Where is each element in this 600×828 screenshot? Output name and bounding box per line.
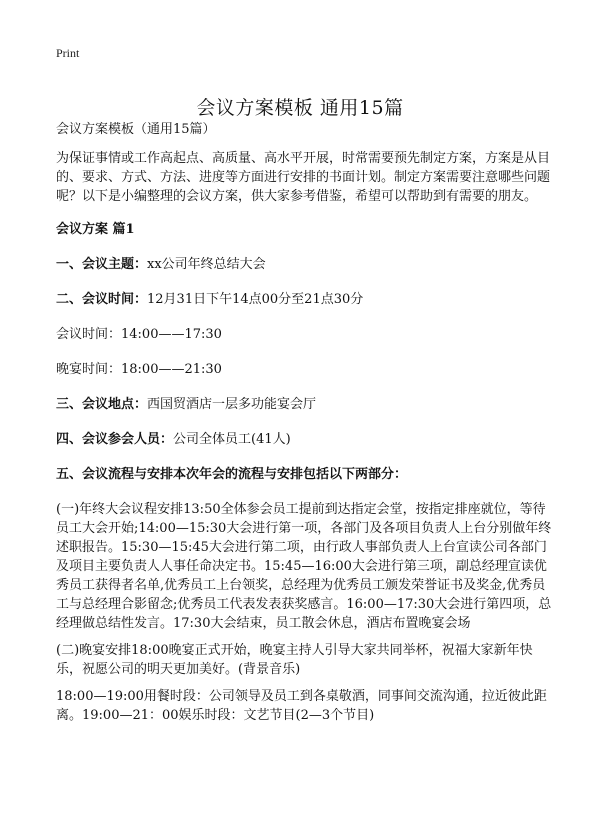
meeting-location-value: 西国贸酒店一层多功能宴会厅: [147, 397, 317, 412]
subtitle: 会议方案模板（通用15篇）: [56, 122, 216, 137]
dinner-paragraph: (二)晚宴安排18:00晚宴正式开始，晚宴主持人引导大家共同举杯，祝福大家新年快乐，祝愿公司的明天更加美好。(背景音乐): [56, 643, 533, 677]
schedule-paragraph: 18:00—19:00用餐时段：公司领导及员工到各桌敬酒，同事间交流沟通，拉近彼此距离。19:00—21：00娱乐时段：文艺节目(2—3个节目): [56, 689, 547, 723]
meeting-time-label: 二、会议时间：: [56, 292, 148, 307]
meeting-attendees-value: 公司全体员工(41人): [173, 432, 291, 447]
meeting-location: [56, 395, 554, 414]
intro-paragraph: 为保证事情或工作高起点、高质量、高水平开展，时常需要预先制定方案，方案是从目的、要求、方式、方法、进度等方面进行安排的书面计划。制定方案需要注意哪些问题呢？以下是小编整理的会议方案，供大家参考借鉴，希望可以帮助到有需要的朋友。: [56, 151, 551, 204]
print-label[interactable]: Print: [56, 46, 80, 60]
meeting-attendees-label: 四、会议参会人员：: [56, 432, 174, 447]
dinner-time: 晚宴时间：18:00——21:30: [56, 362, 222, 377]
meeting-location-label: 三、会议地点：: [56, 397, 148, 412]
section-five-heading: 五、会议流程与安排本次年会的流程与安排包括以下两部分：: [56, 467, 408, 482]
meeting-topic-value: xx公司年终总结大会: [147, 257, 266, 272]
meeting-time-value: 12月31日下午14点00分至21点30分: [147, 292, 364, 307]
meeting-attendees: [56, 430, 554, 449]
session-time: 会议时间：14:00——17:30: [56, 327, 222, 342]
document-body: [56, 120, 554, 733]
meeting-time: [56, 290, 554, 309]
meeting-topic-label: 一、会议主题：: [56, 257, 148, 272]
meeting-topic: [56, 255, 554, 274]
page-title: 会议方案模板 通用15篇: [196, 96, 404, 119]
section-heading: 会议方案 篇1: [56, 222, 135, 237]
agenda-paragraph: (一)年终大会议程安排13:50全体参会员工提前到达指定会堂，按指定排座就位，等待员工大会开始;14:00—15:30大会进行第一项，各部门及各项目负责人上台分别做年终述职报告。15:30—15:45大会进行第二项，由行政人事部负责人上台宣读公司各部门及项目主要负责人人事任命决定书。15:45—16:00大会进行第三项，副总经理宣读优秀员工获得者名单,优秀员工上台领奖，总经理为优秀员工颁发荣誉证书及奖金,优秀员工与总经理合影留念;优秀员工代表发表获奖感言。16:00—17:30大会进行第四项，总经理做总结性发言。17:30大会结束，员工散会休息，酒店布置晚宴会场: [56, 502, 552, 631]
